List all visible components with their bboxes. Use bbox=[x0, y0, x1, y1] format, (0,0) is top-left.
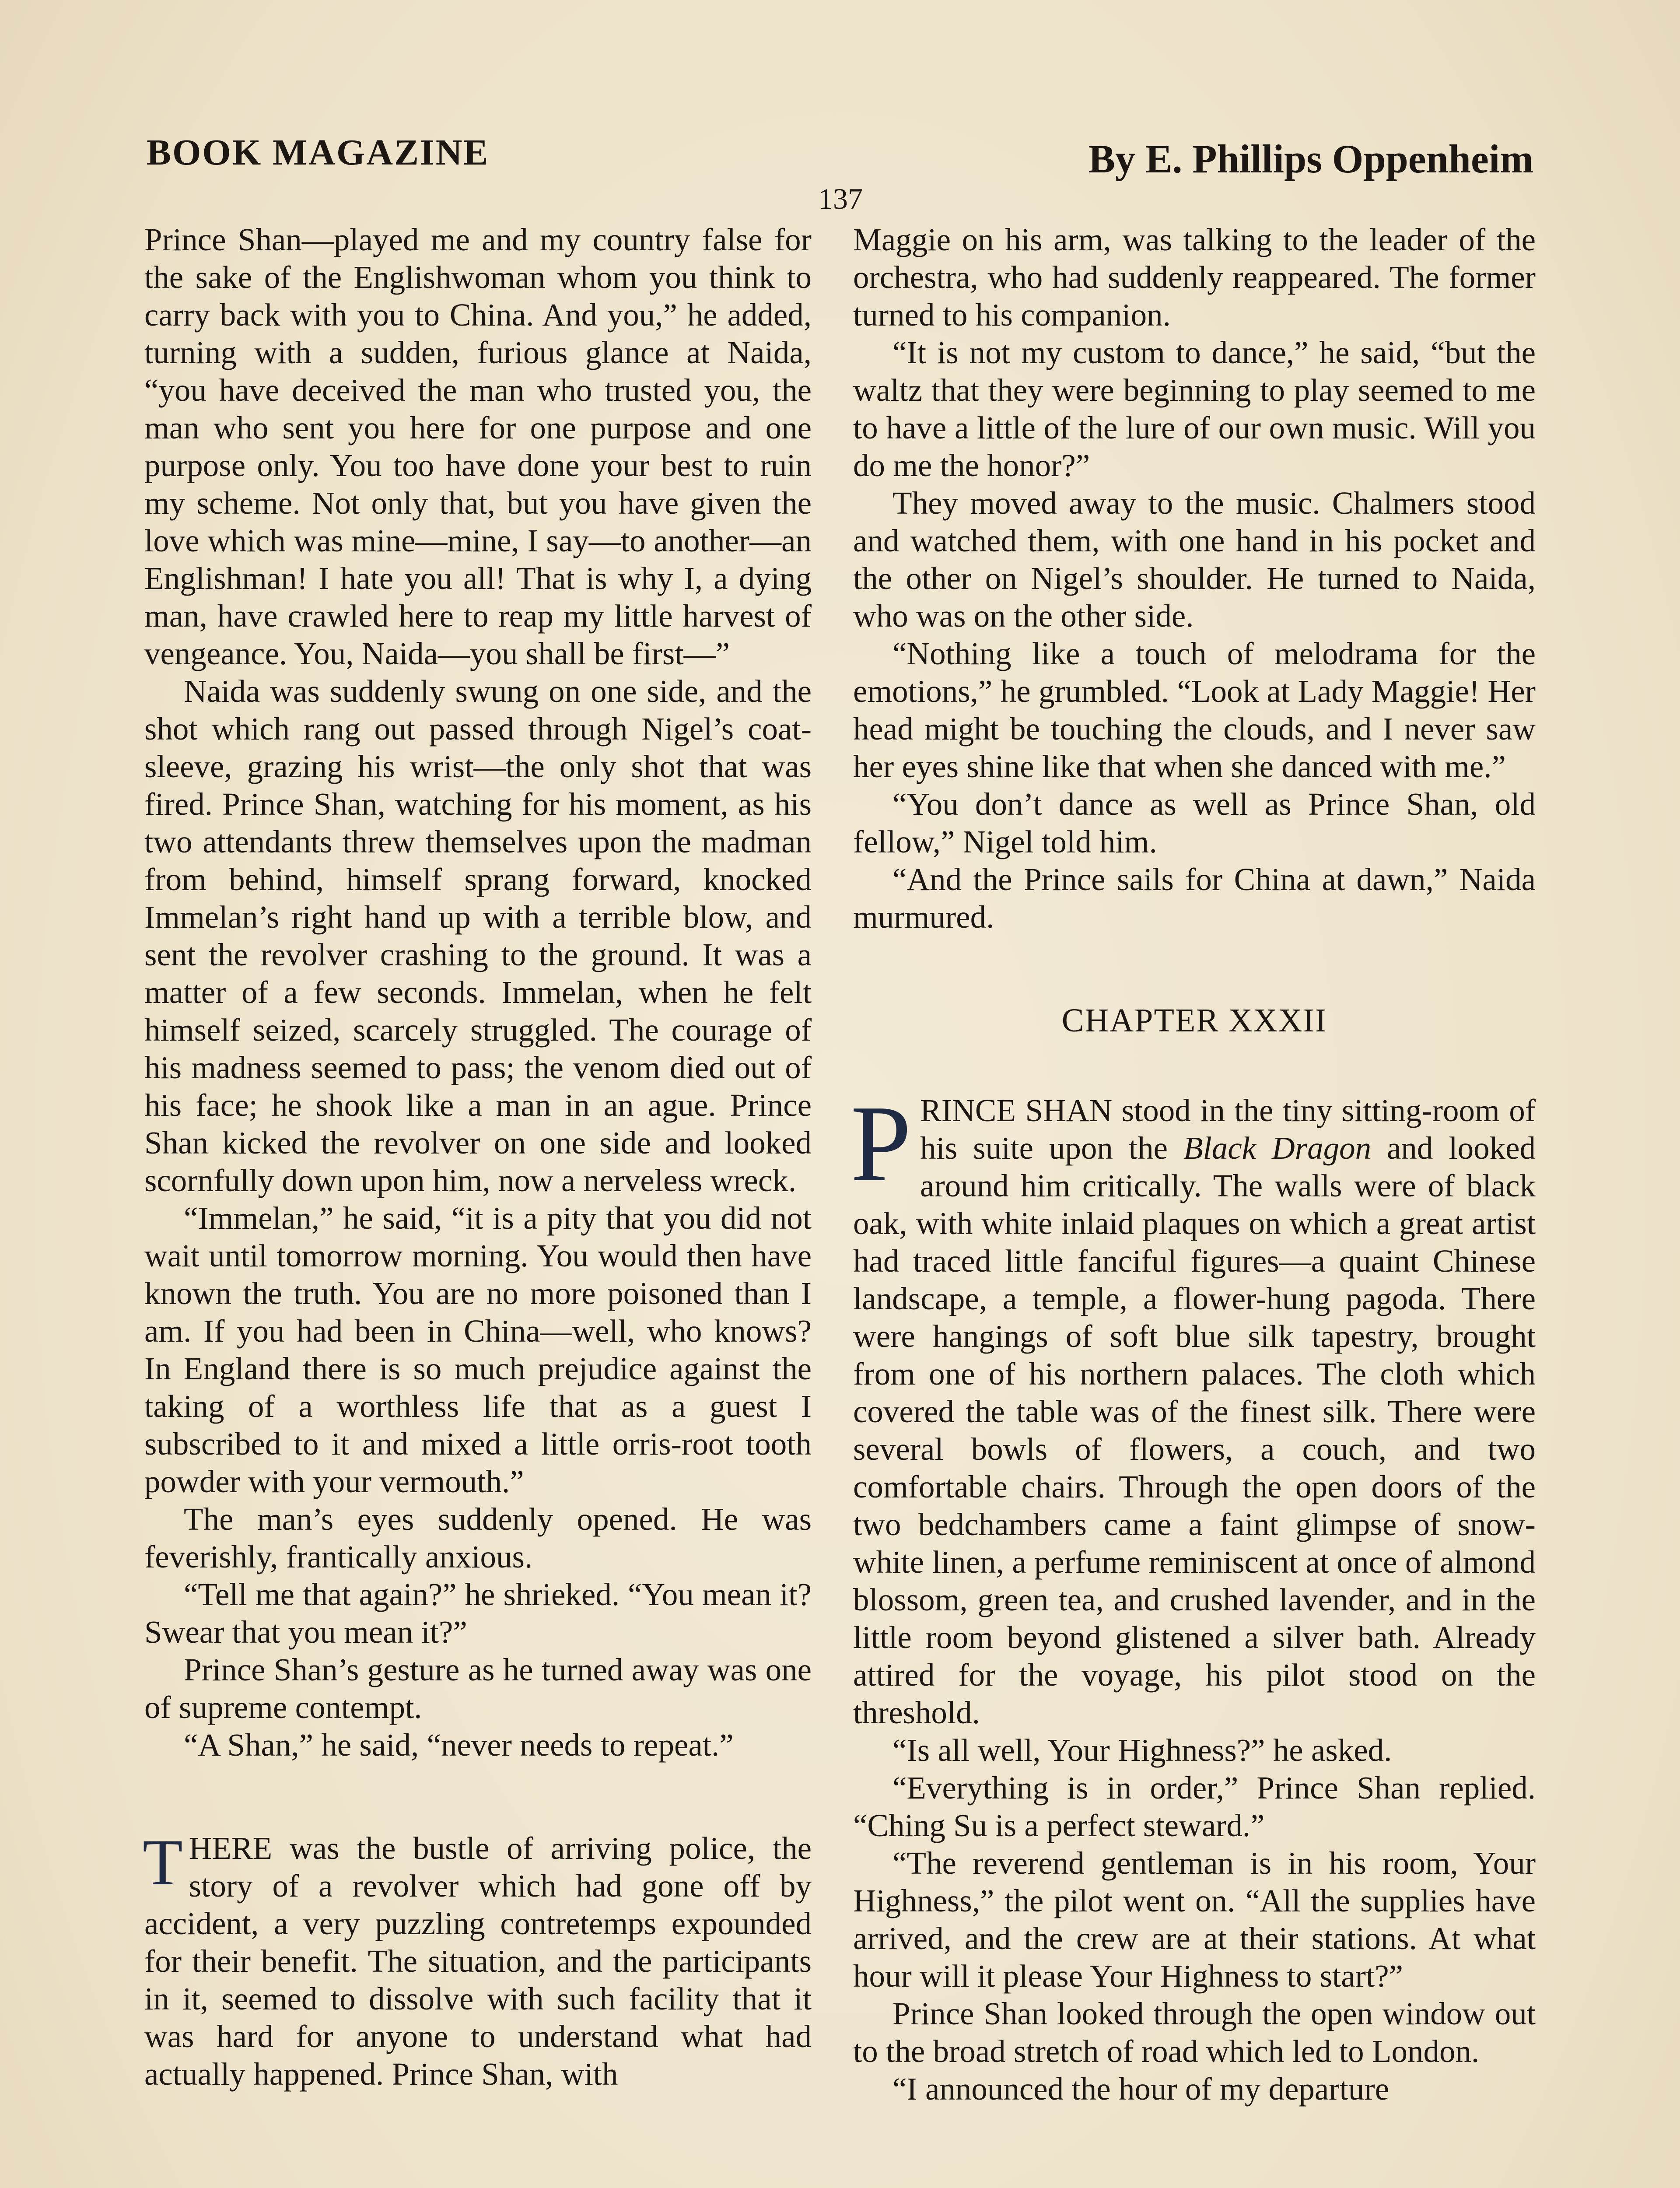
paragraph: “And the Prince sails for China at dawn,” Naida murmured. bbox=[853, 862, 1536, 935]
right-column bbox=[850, 221, 1536, 2108]
chapter-opening-paragraph bbox=[850, 1083, 1536, 1732]
paragraph: Prince Shan—played me and my country false for the sake of the Englishwoman whom you think to carry back with you to China. And you,” he added, turning with a sudden, furious glance at Naida, “you have deceived the man who trusted you, the man who sent you here for one purpose and one purpose only. You too have done your best to ruin my scheme. Not only that, but you have given the love which was mine—mine, I say—to another—an Englishman! I hate you all! That is why I, a dying man, have crawled here to reap my little harvest of vengeance. You, Naida—you shall be first—” bbox=[144, 222, 812, 671]
author-byline: By E. Phillips Oppenheim bbox=[1088, 137, 1533, 181]
running-head bbox=[147, 127, 1533, 188]
section-text: HERE was the bustle of arriving police, the story of a revolver which had gone off by accident, a very puzzling contretemps expounded for their benefit. The situation, and the participants in it, seemed to dissolve with such facility that it was hard for anyone to understand what had actually happened. Prince Shan, with bbox=[144, 1830, 812, 2092]
ship-name: Black Dragon bbox=[1183, 1130, 1372, 1166]
paragraph: “The reverend gentleman is in his room, Your Highness,” the pilot went on. “All the supplies have arrived, and the crew are at their stations. At what hour will it please Your Highness to start?” bbox=[853, 1845, 1536, 1994]
drop-cap: T bbox=[143, 1826, 183, 1899]
magazine-title: BOOK MAGAZINE bbox=[147, 132, 490, 173]
chapter-lead-rest: and looked around him critically. The walls were of black oak, with white inlaid plaques on which a great artist had traced little fanciful figures—a quaint Chinese landscape, a temple, a flower-hung pagoda. There were hangings of soft blue silk tapestry, brought from one of his northern palaces. The cloth which covered the table was of the finest silk. There were several bowls of flowers, a couch, and two comfortable chairs. Through the open doors of the two bedchambers came a faint glimpse of snow-white linen, a perfume reminiscent at once of almond blossom, green tea, and crushed lavender, and in the little room beyond glistened a silver bath. Already attired for the voyage, his pilot stood on the threshold. bbox=[853, 1130, 1536, 1730]
paragraph: “Everything is in order,” Prince Shan replied. “Ching Su is a perfect steward.” bbox=[853, 1770, 1536, 1843]
paragraph: Prince Shan’s gesture as he turned away was one of supreme contempt. bbox=[144, 1652, 812, 1725]
paragraph: Naida was suddenly swung on one side, and the shot which rang out passed through Nigel’s coat-sleeve, grazing his wrist—the only shot that was fired. Prince Shan, watching for his moment, as his two attendants threw themselves upon the madman from behind, himself sprang forward, knocked Immelan’s right hand up with a terrible blow, and sent the revolver crashing to the ground. It was a matter of a few seconds. Immelan, when he felt himself seized, scarcely struggled. The courage of his madness seemed to pass; the venom died out of his face; he shook like a man in an ague. Prince Shan kicked the revolver on one side and looked scornfully down upon him, now a nerveless wreck. bbox=[144, 673, 812, 1198]
paragraph: “Is all well, Your Highness?” he asked. bbox=[892, 1732, 1392, 1768]
paragraph: They moved away to the music. Chalmers stood and watched them, with one hand in his pocket and the other on Nigel’s shoulder. He turned to Naida, who was on the other side. bbox=[853, 485, 1536, 634]
paragraph: “Tell me that again?” he shrieked. “You mean it? Swear that you mean it?” bbox=[144, 1577, 812, 1650]
paragraph: “Nothing like a touch of melodrama for the emotions,” he grumbled. “Look at Lady Maggie! Her head might be touching the clouds, and I never saw her eyes shine like that when she danced with me.” bbox=[853, 636, 1536, 784]
section-opening-paragraph bbox=[143, 1826, 812, 2093]
left-column bbox=[144, 221, 812, 2093]
paragraph: Maggie on his arm, was talking to the leader of the orchestra, who had suddenly reappeared. The former turned to his companion. bbox=[853, 222, 1536, 333]
chapter-lead-text: RINCE SHAN stood in the tiny sitting-room of his suite upon the bbox=[920, 1093, 1536, 1166]
paragraph: Prince Shan looked through the open window out to the broad stretch of road which led to London. bbox=[853, 1996, 1536, 2069]
paragraph: “A Shan,” he said, “never needs to repeat.” bbox=[184, 1727, 734, 1763]
drop-cap: P bbox=[850, 1083, 912, 1204]
paragraph: “Immelan,” he said, “it is a pity that you did not wait until tomorrow morning. You would then have known the truth. You are no more poisoned than I am. If you had been in China—well, who knows? In England there is so much prejudice against the taking of a worthless life that as a guest I subscribed to it and mixed a little orris-root tooth powder with your vermouth.” bbox=[144, 1200, 812, 1499]
paragraph: “I announced the hour of my departure bbox=[892, 2071, 1390, 2107]
chapter-title: CHAPTER XXXII bbox=[1061, 1002, 1327, 1039]
paragraph: The man’s eyes suddenly opened. He was feverishly, frantically anxious. bbox=[144, 1501, 812, 1574]
page-number: 137 bbox=[818, 182, 863, 215]
paragraph: “It is not my custom to dance,” he said, “but the waltz that they were beginning to play seemed to me to have a little of the lure of our own music. Will you do me the honor?” bbox=[853, 335, 1536, 483]
paragraph: “You don’t dance as well as Prince Shan, old fellow,” Nigel told him. bbox=[853, 786, 1536, 859]
